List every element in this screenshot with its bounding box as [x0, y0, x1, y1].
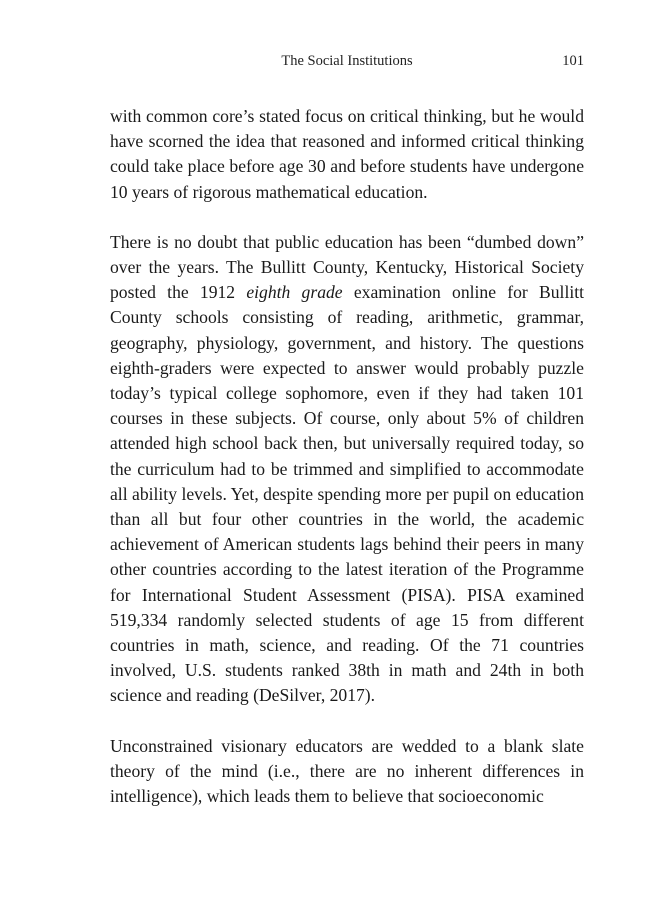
running-head	[110, 53, 584, 73]
paragraph-2	[110, 230, 584, 709]
paragraph-1: with common core’s stated focus on critical thinking, but he would have scorned the idea that reasoned and informed critical thinking could take place before age 30 and before students have undergone 10 years of rigorous mathematical education.	[110, 106, 584, 202]
paragraph-3: Unconstrained visionary educators are wedded to a blank slate theory of the mind (i.e., there are no inherent differences in intelligence), which leads them to believe that socioeconomic	[110, 735, 584, 807]
body-text	[110, 104, 584, 834]
running-title: The Social Institutions	[281, 53, 413, 69]
page-number: 101	[562, 53, 584, 69]
paragraph-2-italic-term: eighth grade	[246, 282, 343, 303]
paragraph-2-text-after: examination online for Bullitt County schools consisting of reading, arithmetic, grammar, geography, physiology, government, and history. The questions eighth-graders were expected to answer would probably puzzle today’s typical college sophomore, even if they had taken 101 courses in these subjects. Of course, only about 5% of children attended high school back then, but universally required today, so the curriculum had to be trimmed and simplified to accommodate all ability levels. Yet, despite spending more per pupil on education than all but four other countries in the world, the academic achievement of American students lags behind their peers in many other countries according to the latest iteration of the Programme for International Student Assessment (PISA). PISA examined 519,334 randomly selected students of age 15 from different countries in math, science, and reading. Of the 71 countries involved, U.S. students ranked 38th in math and 24th in both science and reading (DeSilver, 2017).	[110, 282, 584, 706]
paragraph-2-text-before: There is no doubt that public education has been “dumbed down” over the years. The Bullitt County, Kentucky, Historical Society posted the 1912	[110, 231, 584, 303]
